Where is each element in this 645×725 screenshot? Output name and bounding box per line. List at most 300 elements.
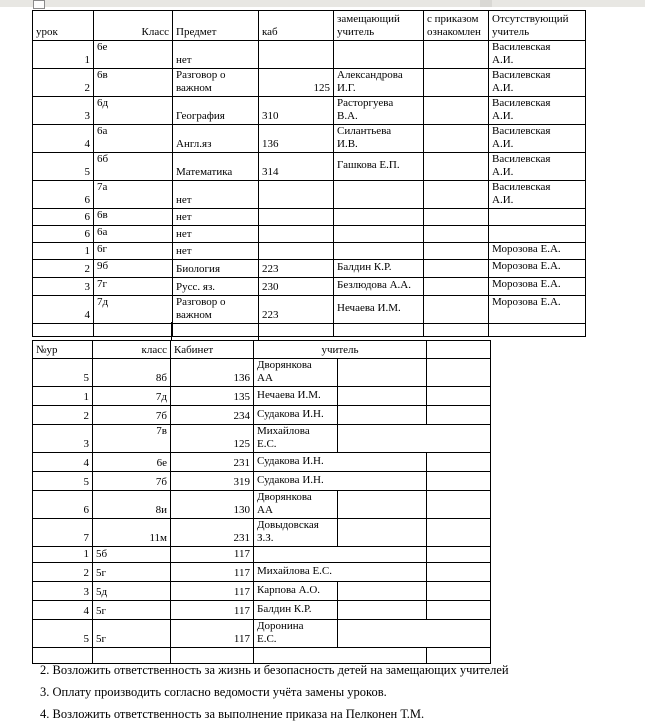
cell-sub-teacher	[334, 295, 424, 323]
cell-lesson	[33, 225, 94, 242]
cell-text: 3	[83, 437, 89, 450]
header-order-ack: с приказом ознакомлен	[424, 11, 489, 41]
table-row	[33, 405, 491, 424]
cell-text: Василевская А.И.	[492, 96, 551, 122]
cell-text: 9б	[97, 259, 109, 272]
cell-text: Михайлова Е.С.	[257, 424, 310, 450]
cell-order-ack	[424, 277, 489, 295]
cell-text: 7б	[155, 475, 167, 488]
cell-teacher	[254, 600, 338, 619]
cell-text: 5	[83, 475, 89, 488]
cell-text: Морозова Е.А.	[492, 277, 561, 290]
table-row	[33, 452, 491, 471]
cell-class	[94, 124, 173, 152]
cell-text: 1	[83, 547, 89, 560]
header-lesson: урок	[33, 11, 94, 41]
cell-text: Доронина Е.С.	[257, 619, 304, 645]
table-row	[33, 386, 491, 405]
cell-lesson-num	[33, 600, 93, 619]
cell-text: 117	[233, 547, 250, 560]
cell-absent-teacher	[489, 68, 586, 96]
cell-lesson	[33, 68, 94, 96]
cell-text: 234	[233, 409, 250, 422]
cell-class	[93, 471, 171, 490]
cell-text: нет	[176, 193, 192, 206]
cell-lesson	[33, 242, 94, 259]
cell-text: 7д	[155, 390, 167, 403]
cell-teacher	[254, 490, 338, 518]
cell-sub-teacher	[334, 41, 424, 69]
cell-text: 136	[262, 137, 279, 150]
cell-class	[93, 562, 171, 581]
cell-text: 6	[84, 227, 90, 240]
table-edge-handle-icon	[480, 0, 492, 7]
cell-text: Нечаева И.М.	[337, 302, 401, 315]
cell-subject	[173, 180, 259, 208]
cell-lesson	[33, 277, 94, 295]
cell-class	[94, 68, 173, 96]
header-subject: Предмет	[173, 11, 259, 41]
cell-text: Расторгуева В.А.	[337, 96, 394, 122]
header-cab: каб	[259, 11, 334, 41]
cell-cabinet	[171, 619, 254, 647]
cell-sub-teacher	[334, 68, 424, 96]
cell-text: 223	[262, 308, 279, 321]
cell-extra	[427, 405, 491, 424]
header-extra	[427, 341, 491, 359]
table-row	[33, 96, 586, 124]
cell-text: 6е	[97, 41, 108, 53]
cell-subject	[173, 124, 259, 152]
table-row	[33, 208, 586, 225]
cell-class	[94, 225, 173, 242]
cell-sub-teacher	[334, 180, 424, 208]
cell-class	[94, 242, 173, 259]
cell-absent-teacher	[489, 277, 586, 295]
header-class: класс	[93, 341, 171, 359]
order-notes	[40, 659, 509, 725]
cell-text: 7б	[155, 409, 167, 422]
cell-sub-teacher	[334, 242, 424, 259]
cell-text: 117	[233, 632, 250, 645]
cell-text: Василевская А.И.	[492, 124, 551, 150]
cell-lesson	[33, 180, 94, 208]
table-row	[33, 152, 586, 180]
cell-class	[93, 359, 171, 387]
cell-extra	[427, 386, 491, 405]
cell-class	[93, 490, 171, 518]
cell-text: 4	[83, 456, 89, 469]
cell-text: Василевская А.И.	[492, 180, 551, 206]
cell-text: 3	[84, 280, 90, 293]
header-sub-teacher: замещающий учитель	[334, 11, 424, 41]
header-absent-teacher: Отсутствующий учитель	[489, 11, 586, 41]
cell-text: 8б	[155, 371, 167, 384]
table-row	[33, 581, 491, 600]
cell-order-ack	[424, 242, 489, 259]
cell-blank	[338, 581, 427, 600]
cell-lesson	[33, 323, 94, 336]
cell-text: Александрова И.Г.	[337, 68, 403, 94]
cell-text: 4	[83, 604, 89, 617]
cell-text: 2	[83, 566, 89, 579]
cell-extra	[427, 562, 491, 581]
cell-order-ack	[424, 152, 489, 180]
table-row	[33, 242, 586, 259]
table-row	[33, 41, 586, 69]
cell-blank	[338, 600, 427, 619]
cell-text: 231	[233, 531, 250, 544]
cell-teacher	[254, 424, 338, 452]
cell-subject	[173, 277, 259, 295]
cell-lesson	[33, 208, 94, 225]
header-class: Класс	[94, 11, 173, 41]
cell-teacher	[254, 562, 427, 581]
schedule-table	[32, 340, 491, 664]
cell-text: 6д	[97, 96, 109, 109]
cell-teacher	[254, 405, 338, 424]
header-cabinet: Кабинет	[171, 341, 254, 359]
cell-subject	[173, 295, 259, 323]
cell-lesson	[33, 295, 94, 323]
cell-lesson-num	[33, 518, 93, 546]
cell-subject	[173, 41, 259, 69]
cell-text: 6б	[97, 152, 109, 165]
cell-text: 5г	[96, 566, 107, 579]
between-tables-line	[171, 322, 172, 340]
cell-lesson	[33, 41, 94, 69]
cell-text: 5	[83, 632, 89, 645]
table-row	[33, 68, 586, 96]
table-row	[33, 180, 586, 208]
note-line: 2. Возложить ответственность за жизнь и безопасность детей на замещающих учителей	[40, 663, 509, 677]
table-row	[33, 619, 491, 647]
cell-lesson	[33, 124, 94, 152]
cell-text: Математика	[176, 165, 233, 178]
cell-text: 2	[84, 262, 90, 275]
table-row	[33, 124, 586, 152]
cell-absent-teacher	[489, 259, 586, 277]
cell-order-ack	[424, 323, 489, 336]
cell-teacher	[254, 452, 427, 471]
cell-text: Силантьева И.В.	[337, 124, 392, 150]
cell-text: 135	[233, 390, 250, 403]
cell-class	[94, 208, 173, 225]
cell-text: Василевская А.И.	[492, 41, 551, 66]
cell-text: 6	[84, 193, 90, 206]
cell-text: 117	[233, 585, 250, 598]
cell-class	[94, 259, 173, 277]
cell-text: Судакова И.Н.	[257, 473, 324, 486]
table-row	[33, 600, 491, 619]
cell-text: 5б	[96, 547, 108, 560]
cell-subject	[173, 208, 259, 225]
cell-lesson-num	[33, 490, 93, 518]
cell-text: 6в	[97, 208, 108, 221]
cell-text: 6а	[97, 124, 108, 137]
cell-subject	[173, 68, 259, 96]
cell-text: Дворянкова АА	[257, 490, 312, 516]
cell-text: Балдин К.Р.	[337, 261, 392, 274]
cell-text: 6	[83, 503, 89, 516]
cell-absent-teacher	[489, 152, 586, 180]
cell-cabinet	[171, 581, 254, 600]
cell-text: Биология	[176, 262, 221, 275]
cell-text: 5	[84, 165, 90, 178]
cell-text: Морозова Е.А.	[492, 259, 561, 272]
cell-cabinet	[171, 490, 254, 518]
cell-cabinet	[171, 518, 254, 546]
cell-absent-teacher	[489, 96, 586, 124]
cell-extra	[427, 452, 491, 471]
cell-sub-teacher	[334, 208, 424, 225]
cell-blank	[338, 490, 427, 518]
cell-absent-teacher	[489, 208, 586, 225]
cell-text: 125	[233, 437, 250, 450]
cell-text: 4	[84, 308, 90, 321]
cell-absent-teacher	[489, 323, 586, 336]
cell-text: 2	[84, 81, 90, 94]
cell-extra	[427, 490, 491, 518]
cell-teacher	[254, 546, 427, 562]
cell-text: 1	[83, 390, 89, 403]
cell-blank	[338, 405, 427, 424]
cell-cabinet	[171, 471, 254, 490]
cell-cabinet	[171, 386, 254, 405]
cell-order-ack	[424, 41, 489, 69]
cell-sub-teacher	[334, 323, 424, 336]
cell-text: 5г	[96, 632, 107, 645]
cell-cab	[259, 152, 334, 180]
cell-class	[94, 323, 173, 336]
cell-teacher	[254, 619, 338, 647]
cell-blank	[338, 386, 427, 405]
cell-text: нет	[176, 227, 192, 240]
cell-text: нет	[176, 53, 192, 66]
cell-order-ack	[424, 295, 489, 323]
cell-text: Морозова Е.А.	[492, 242, 561, 255]
cell-text: Гашкова Е.П.	[337, 159, 400, 172]
cell-text: Дворянкова АА	[257, 359, 312, 384]
cell-extra	[338, 619, 491, 647]
cell-order-ack	[424, 208, 489, 225]
cell-text: 5	[83, 371, 89, 384]
cell-text: 3	[84, 109, 90, 122]
cell-cab	[259, 242, 334, 259]
cell-text: 11м	[149, 531, 167, 544]
cell-blank	[338, 359, 427, 387]
cell-text: 3	[83, 585, 89, 598]
cell-teacher	[254, 581, 338, 600]
cell-text: Морозова Е.А.	[492, 295, 561, 308]
cell-text: 7а	[97, 180, 108, 193]
cell-class	[93, 405, 171, 424]
cell-subject	[173, 242, 259, 259]
substitutions-table	[32, 10, 586, 337]
cell-text: 2	[83, 409, 89, 422]
cell-cab	[259, 96, 334, 124]
cell-text: 314	[262, 165, 279, 178]
cell-class	[94, 152, 173, 180]
header-teacher: учитель	[254, 341, 427, 359]
table-move-handle-icon[interactable]	[33, 0, 45, 9]
note-line: 4. Возложить ответственность за выполнение приказа на Пелконен Т.М.	[40, 707, 425, 721]
cell-text: 7в	[156, 424, 167, 437]
cell-class	[93, 518, 171, 546]
table-row	[33, 424, 491, 452]
cell-text: 1	[84, 244, 90, 257]
cell-lesson-num	[33, 386, 93, 405]
cell-teacher	[254, 518, 338, 546]
cell-class	[93, 600, 171, 619]
cell-lesson	[33, 152, 94, 180]
cell-absent-teacher	[489, 124, 586, 152]
cell-text: География	[176, 109, 225, 122]
cell-lesson	[33, 96, 94, 124]
cell-extra	[427, 359, 491, 387]
cell-blank	[338, 518, 427, 546]
cell-text: Василевская А.И.	[492, 152, 551, 178]
cell-text: Разговор о важном	[176, 68, 226, 94]
cell-cab	[259, 277, 334, 295]
cell-extra	[427, 581, 491, 600]
substitutions-header-row	[33, 11, 586, 41]
cell-text: 6в	[97, 68, 108, 81]
cell-class	[93, 581, 171, 600]
cell-order-ack	[424, 180, 489, 208]
cell-sub-teacher	[334, 277, 424, 295]
cell-extra	[427, 600, 491, 619]
cell-cab	[259, 323, 334, 336]
cell-cab	[259, 124, 334, 152]
cell-cabinet	[171, 452, 254, 471]
cell-sub-teacher	[334, 152, 424, 180]
cell-absent-teacher	[489, 41, 586, 69]
cell-class	[93, 386, 171, 405]
cell-subject	[173, 96, 259, 124]
cell-extra	[427, 518, 491, 546]
cell-absent-teacher	[489, 180, 586, 208]
cell-class	[94, 277, 173, 295]
cell-class	[93, 619, 171, 647]
cell-subject	[173, 152, 259, 180]
schedule-header-row	[33, 341, 491, 359]
cell-lesson-num	[33, 405, 93, 424]
note-line: 3. Оплату производить согласно ведомости учёта замены уроков.	[40, 685, 387, 699]
cell-class	[94, 96, 173, 124]
cell-text: Судакова И.Н.	[257, 454, 324, 467]
cell-lesson-num	[33, 546, 93, 562]
cell-class	[93, 424, 171, 452]
cell-text: 6а	[97, 225, 108, 238]
cell-text: нет	[176, 210, 192, 223]
cell-text: Балдин К.Р.	[257, 602, 312, 615]
table-row	[33, 518, 491, 546]
cell-text: Разговор о важном	[176, 295, 226, 321]
table-row	[33, 471, 491, 490]
cell-cabinet	[171, 546, 254, 562]
cell-cabinet	[171, 405, 254, 424]
cell-cabinet	[171, 562, 254, 581]
cell-text: 223	[262, 262, 279, 275]
cell-extra	[338, 424, 491, 452]
cell-cabinet	[171, 359, 254, 387]
cell-lesson-num	[33, 424, 93, 452]
cell-lesson-num	[33, 452, 93, 471]
cell-cab	[259, 41, 334, 69]
table-row	[33, 225, 586, 242]
table-row	[33, 359, 491, 387]
cell-lesson	[33, 259, 94, 277]
cell-text: 7	[83, 531, 89, 544]
cell-teacher	[254, 359, 338, 387]
cell-class	[94, 180, 173, 208]
cell-cab	[259, 208, 334, 225]
cell-text: 310	[262, 109, 279, 122]
cell-cab	[259, 225, 334, 242]
cell-text: 230	[262, 280, 279, 293]
cell-cabinet	[171, 424, 254, 452]
cell-absent-teacher	[489, 225, 586, 242]
cell-lesson-num	[33, 581, 93, 600]
table-row	[33, 490, 491, 518]
cell-cab	[259, 68, 334, 96]
cell-text: Русс. яз.	[176, 280, 216, 293]
cell-subject	[173, 225, 259, 242]
cell-text: Судакова И.Н.	[257, 407, 324, 420]
cell-text: 319	[233, 475, 250, 488]
cell-class	[93, 546, 171, 562]
table-row	[33, 546, 491, 562]
cell-absent-teacher	[489, 295, 586, 323]
cell-sub-teacher	[334, 124, 424, 152]
cell-sub-teacher	[334, 259, 424, 277]
cell-teacher	[254, 386, 338, 405]
cell-text: 6г	[97, 242, 108, 255]
cell-absent-teacher	[489, 242, 586, 259]
cell-subject	[173, 323, 259, 336]
cell-text: 6е	[156, 456, 167, 469]
cell-text: 8и	[155, 503, 167, 516]
cell-lesson-num	[33, 471, 93, 490]
cell-lesson-num	[33, 359, 93, 387]
cell-text: нет	[176, 244, 192, 257]
table-row	[33, 323, 586, 336]
page-top-strip	[0, 0, 645, 7]
cell-lesson-num	[33, 619, 93, 647]
cell-text: Карпова А.О.	[257, 583, 321, 596]
cell-extra	[427, 471, 491, 490]
cell-text: 130	[233, 503, 250, 516]
cell-order-ack	[424, 259, 489, 277]
cell-text: 6	[84, 210, 90, 223]
cell-sub-teacher	[334, 96, 424, 124]
cell-text: 117	[233, 604, 250, 617]
cell-text: 7г	[97, 277, 108, 290]
cell-text: 117	[233, 566, 250, 579]
cell-extra	[427, 546, 491, 562]
cell-text: 136	[233, 371, 250, 384]
cell-text: 125	[313, 81, 330, 94]
cell-cab	[259, 180, 334, 208]
table-row	[33, 562, 491, 581]
cell-class	[94, 295, 173, 323]
cell-text: 5д	[96, 585, 108, 598]
cell-cabinet	[171, 600, 254, 619]
cell-text: 231	[233, 456, 250, 469]
cell-text: 4	[84, 137, 90, 150]
between-tables-line	[258, 322, 259, 340]
